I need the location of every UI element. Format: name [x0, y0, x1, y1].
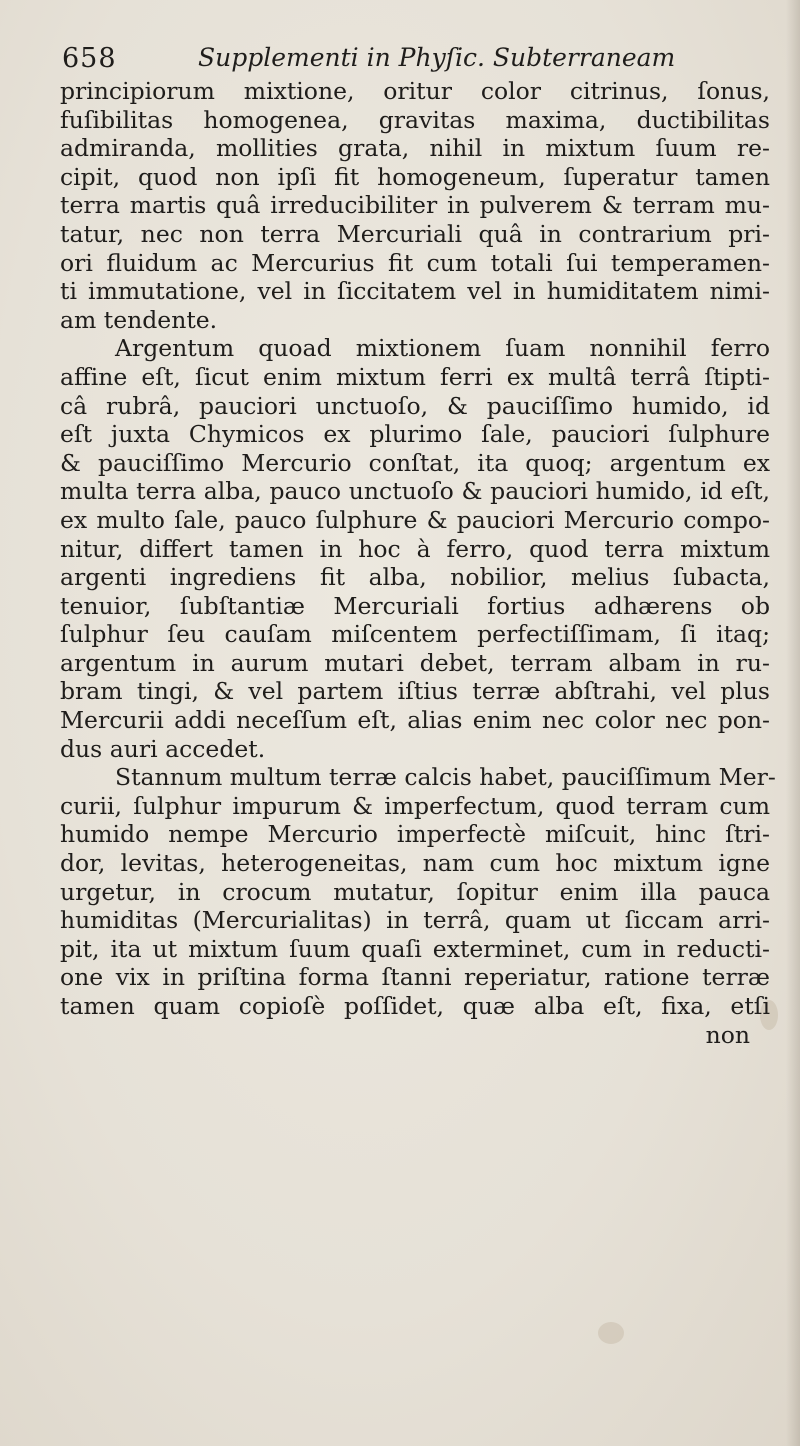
text-line: argenti ingrediens fit alba, nobilior, melius ſubacta,: [60, 563, 770, 592]
paper-stain: [598, 1322, 624, 1344]
text-line: multa terra alba, pauco unctuoſo & pauciori humido, id eſt,: [60, 477, 770, 506]
page-edge-shadow: [786, 0, 800, 1446]
text-line: humiditas (Mercurialitas) in terrâ, quam ut ſiccam arri-: [60, 906, 770, 935]
text-line: am tendente.: [60, 305, 218, 334]
text-line: affine eſt, ſicut enim mixtum ferri ex multâ terrâ ſtipti-: [60, 362, 770, 391]
text-line: pit, ita ut mixtum ſuum quaſi exterminet, cum in reducti-: [60, 934, 770, 963]
text-line: ex multo ſale, pauco ſulphure & pauciori Mercurio compo-: [60, 505, 770, 534]
text-line: one vix in priſtina forma ſtanni reperiatur, ratione terræ: [60, 963, 770, 992]
text-line: terra martis quâ irreducibiliter in pulverem & terram mu-: [60, 191, 770, 220]
page-number: 658: [62, 43, 117, 74]
text-line: cipit, quod non ipſi fit homogeneum, ſuperatur tamen: [60, 162, 770, 191]
text-line: admiranda, mollities grata, nihil in mixtum ſuum re-: [60, 134, 770, 163]
text-line: & pauciſſimo Mercurio conſtat, ita quoq; argentum ex: [60, 448, 770, 477]
text-line: ti immutatione, vel in ſiccitatem vel in humiditatem nimi-: [60, 277, 770, 306]
text-line: principiorum mixtione, oritur color citrinus, ſonus,: [60, 77, 770, 105]
text-line: curii, ſulphur impurum & imperfectum, quod terram cum: [60, 791, 770, 820]
running-head: Supplementi in Phyſic. Subterraneam: [198, 43, 676, 72]
text-line: nitur, differt tamen in hoc à ferro, quod terra mixtum: [60, 534, 770, 563]
text-line: tamen quam copioſè poſſidet, quæ alba eſt, fixa, etſi: [60, 992, 770, 1020]
text-line: ori fluidum ac Mercurius fit cum totali ſui temperamen-: [60, 248, 770, 277]
text-line: eſt juxta Chymicos ex plurimo ſale, pauciori ſulphure: [60, 420, 770, 449]
paragraph-start-line: Stannum multum terræ calcis habet, pauciſſimum Mer-: [115, 763, 776, 792]
text-line: dor, levitas, heterogeneitas, nam cum hoc mixtum igne: [60, 849, 770, 878]
text-line: humido nempe Mercurio imperfectè miſcuit, hinc ſtri-: [60, 820, 770, 849]
text-line: bram tingi, & vel partem iſtius terræ abſtrahi, vel plus: [60, 677, 770, 706]
body-text: [60, 77, 776, 1049]
text-line: urgetur, in crocum mutatur, ſopitur enim illa pauca: [60, 877, 770, 906]
text-line: fuſibilitas homogenea, gravitas maxima, ductibilitas: [60, 105, 770, 134]
text-line: tatur, nec non terra Mercuriali quâ in contrarium pri-: [60, 219, 770, 248]
text-line: dus auri accedet.: [60, 734, 266, 763]
paragraph-start-line: Argentum quoad mixtionem ſuam nonnihil ferro: [115, 334, 770, 363]
catchword: non: [705, 1020, 750, 1049]
text-line: Mercurii addi neceſſum eſt, alias enim nec color nec pon-: [60, 706, 770, 735]
text-line: argentum in aurum mutari debet, terram albam in ru-: [60, 648, 770, 677]
text-line: câ rubrâ, pauciori unctuoſo, & pauciſſimo humido, id: [60, 391, 770, 420]
text-line: ſulphur ſeu cauſam miſcentem perfectiſſimam, ſi itaq;: [60, 620, 770, 649]
text-line: tenuior, ſubſtantiæ Mercuriali fortius adhærens ob: [60, 591, 770, 620]
